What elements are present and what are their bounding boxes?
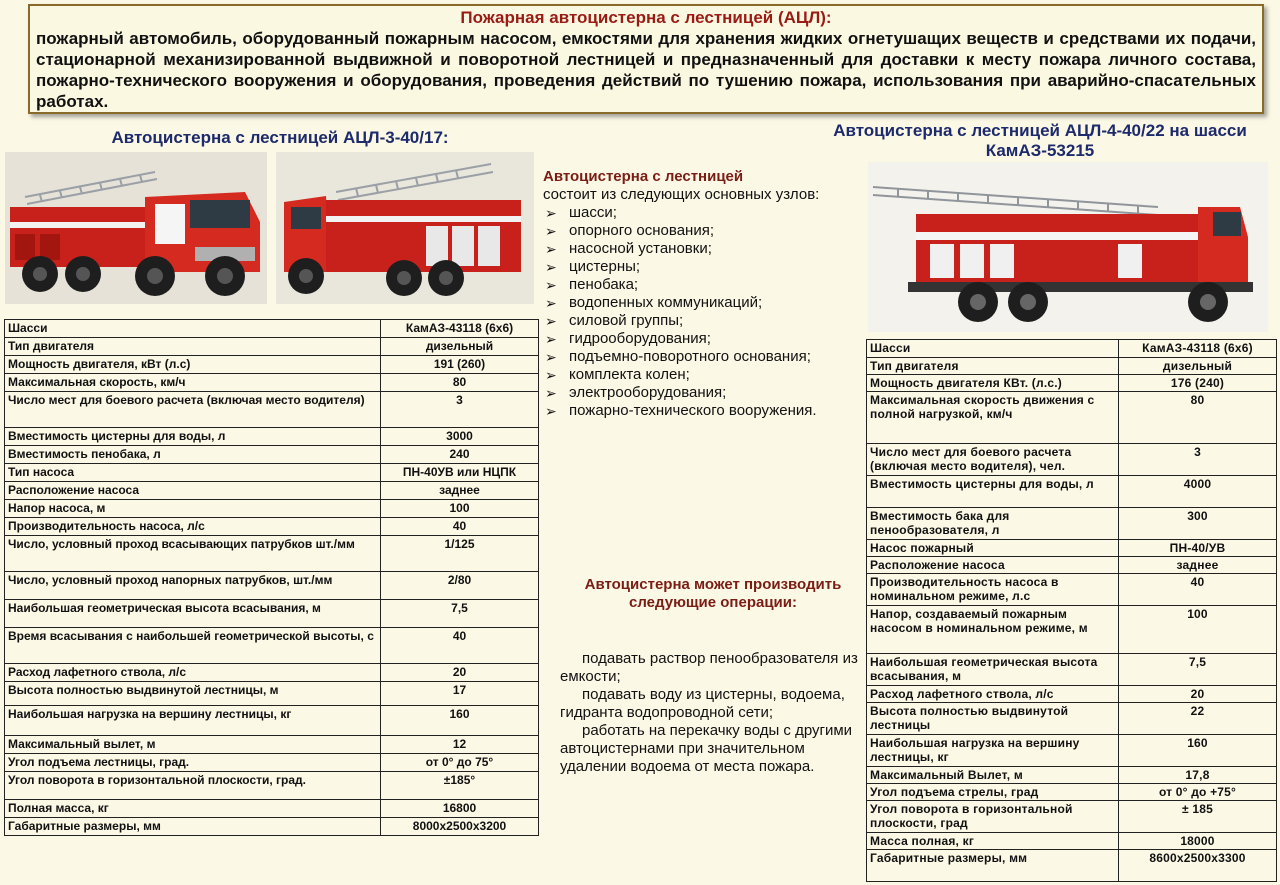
- spec-label: Вместимость цистерны для воды, л: [5, 428, 381, 446]
- unit-text: комплекта колен;: [569, 366, 690, 383]
- spec-value: 100: [1119, 606, 1277, 654]
- spec-row: [5, 500, 539, 518]
- right-specs-table: [866, 339, 1277, 882]
- spec-label: Вместимость бака для пенообразователя, л: [867, 508, 1119, 540]
- spec-label: Тип двигателя: [5, 338, 381, 356]
- spec-label: Вместимость пенобака, л: [5, 446, 381, 464]
- spec-value: 191 (260): [381, 356, 539, 374]
- arrow-bullet-icon: ➢: [545, 349, 557, 365]
- spec-label: Производительность насоса в номинальном режиме, л.с: [867, 574, 1119, 606]
- spec-row: [867, 557, 1277, 574]
- spec-row: [5, 536, 539, 572]
- unit-text: насосной установки;: [569, 240, 712, 257]
- spec-row: [867, 540, 1277, 557]
- spec-value: 3: [381, 392, 539, 428]
- spec-label: Высота полностью выдвинутой лестницы, м: [5, 682, 381, 706]
- units-intro: состоит из следующих основных узлов:: [543, 186, 820, 203]
- spec-value: 300: [1119, 508, 1277, 540]
- units-list: [543, 204, 833, 420]
- operations-title: Автоцистерна может производить следующие операции:: [584, 576, 842, 611]
- spec-value: 18000: [1119, 833, 1277, 850]
- unit-text: пожарно-технического вооружения.: [569, 402, 817, 419]
- spec-value: 17: [381, 682, 539, 706]
- spec-label: Максимальная скорость движения с полной нагрузкой, км/ч: [867, 392, 1119, 444]
- spec-value: заднее: [381, 482, 539, 500]
- unit-text: гидрооборудования;: [569, 330, 711, 347]
- spec-row: [5, 736, 539, 754]
- spec-value: 80: [381, 374, 539, 392]
- spec-label: Число, условный проход всасывающих патрубков шт./мм: [5, 536, 381, 572]
- spec-label: Габаритные размеры, мм: [5, 818, 381, 836]
- spec-label: Наибольшая нагрузка на вершину лестницы, кг: [867, 735, 1119, 767]
- unit-text: шасси;: [569, 204, 617, 221]
- spec-value: 4000: [1119, 476, 1277, 508]
- unit-item: [543, 240, 833, 258]
- spec-value: 2/80: [381, 572, 539, 600]
- spec-value: ±185°: [381, 772, 539, 800]
- spec-row: [5, 392, 539, 428]
- unit-text: электрооборудования;: [569, 384, 727, 401]
- spec-value: 100: [381, 500, 539, 518]
- spec-label: Масса полная, кг: [867, 833, 1119, 850]
- spec-label: Мощность двигателя, кВт (л.с): [5, 356, 381, 374]
- arrow-bullet-icon: ➢: [545, 277, 557, 293]
- spec-label: Вместимость цистерны для воды, л: [867, 476, 1119, 508]
- spec-row: [867, 686, 1277, 703]
- spec-label: Угол подъема стрелы, град: [867, 784, 1119, 801]
- spec-value: 160: [1119, 735, 1277, 767]
- operation-item: подавать раствор пенообразователя из емкости;: [560, 650, 858, 685]
- unit-text: водопенных коммуникаций;: [569, 294, 763, 311]
- units-block: [543, 168, 833, 420]
- spec-value: 20: [1119, 686, 1277, 703]
- spec-value: 1/125: [381, 536, 539, 572]
- spec-label: Максимальный вылет, м: [5, 736, 381, 754]
- unit-item: [543, 366, 833, 384]
- spec-value: ПН-40/УВ: [1119, 540, 1277, 557]
- arrow-bullet-icon: ➢: [545, 259, 557, 275]
- spec-label: Габаритные размеры, мм: [867, 850, 1119, 882]
- spec-row: [5, 356, 539, 374]
- spec-row: [867, 703, 1277, 735]
- spec-label: Угол поворота в горизонтальной плоскости, град: [867, 801, 1119, 833]
- spec-row: [867, 375, 1277, 392]
- spec-value: ± 185: [1119, 801, 1277, 833]
- spec-row: [5, 572, 539, 600]
- spec-value: 40: [1119, 574, 1277, 606]
- definition-box: [28, 4, 1264, 114]
- spec-label: Угол поворота в горизонтальной плоскости, град.: [5, 772, 381, 800]
- spec-label: Тип насоса: [5, 464, 381, 482]
- right-truck-title: Автоцистерна с лестницей АЦЛ-4-40/22 на шасси КамАЗ-53215: [833, 121, 1247, 160]
- arrow-bullet-icon: ➢: [545, 295, 557, 311]
- arrow-bullet-icon: ➢: [545, 385, 557, 401]
- spec-row: [867, 574, 1277, 606]
- spec-value: 7,5: [381, 600, 539, 628]
- unit-text: пенобака;: [569, 276, 639, 293]
- spec-label: Шасси: [867, 340, 1119, 358]
- spec-row: [867, 833, 1277, 850]
- operations-list: [560, 650, 860, 776]
- spec-value: 12: [381, 736, 539, 754]
- spec-row: [867, 340, 1277, 358]
- truck-photo-front: [5, 152, 267, 304]
- spec-label: Число мест для боевого расчета (включая место водителя): [5, 392, 381, 428]
- spec-label: Максимальная скорость, км/ч: [5, 374, 381, 392]
- spec-row: [5, 518, 539, 536]
- units-title: Автоцистерна с лестницей: [543, 168, 744, 185]
- spec-value: 160: [381, 706, 539, 736]
- spec-label: Наибольшая геометрическая высота всасывания, м: [5, 600, 381, 628]
- spec-row: [5, 800, 539, 818]
- spec-label: Производительность насоса, л/с: [5, 518, 381, 536]
- truck-photo-right: [868, 162, 1268, 332]
- spec-row: [867, 392, 1277, 444]
- spec-value: КамАЗ-43118 (6х6): [1119, 340, 1277, 358]
- spec-row: [867, 358, 1277, 375]
- spec-row: [867, 735, 1277, 767]
- spec-row: [5, 482, 539, 500]
- spec-row: [867, 476, 1277, 508]
- spec-row: [5, 818, 539, 836]
- spec-row: [867, 444, 1277, 476]
- spec-row: [867, 850, 1277, 882]
- spec-value: от 0° до +75°: [1119, 784, 1277, 801]
- spec-row: [5, 754, 539, 772]
- spec-row: [5, 628, 539, 664]
- spec-row: [867, 508, 1277, 540]
- left-specs-table: [4, 319, 539, 836]
- spec-label: Максимальный Вылет, м: [867, 767, 1119, 784]
- unit-item: [543, 402, 833, 420]
- arrow-bullet-icon: ➢: [545, 403, 557, 419]
- spec-value: КамАЗ-43118 (6х6): [381, 320, 539, 338]
- unit-text: опорного основания;: [569, 222, 714, 239]
- spec-value: дизельный: [1119, 358, 1277, 375]
- spec-row: [867, 606, 1277, 654]
- spec-row: [5, 446, 539, 464]
- spec-label: Насос пожарный: [867, 540, 1119, 557]
- arrow-bullet-icon: ➢: [545, 331, 557, 347]
- spec-label: Расход лафетного ствола, л/с: [5, 664, 381, 682]
- spec-label: Расположение насоса: [867, 557, 1119, 574]
- spec-label: Число, условный проход напорных патрубков, шт./мм: [5, 572, 381, 600]
- spec-row: [5, 706, 539, 736]
- spec-label: Полная масса, кг: [5, 800, 381, 818]
- unit-text: цистерны;: [569, 258, 641, 275]
- spec-label: Число мест для боевого расчета (включая место водителя), чел.: [867, 444, 1119, 476]
- spec-label: Тип двигателя: [867, 358, 1119, 375]
- arrow-bullet-icon: ➢: [545, 313, 557, 329]
- arrow-bullet-icon: ➢: [545, 241, 557, 257]
- arrow-bullet-icon: ➢: [545, 367, 557, 383]
- unit-item: [543, 384, 833, 402]
- spec-value: ПН-40УВ или НЦПК: [381, 464, 539, 482]
- definition-title: Пожарная автоцистерна с лестницей (АЦЛ):: [460, 8, 832, 27]
- spec-row: [5, 600, 539, 628]
- spec-value: от 0° до 75°: [381, 754, 539, 772]
- spec-value: 240: [381, 446, 539, 464]
- spec-row: [5, 338, 539, 356]
- spec-label: Наибольшая геометрическая высота всасывания, м: [867, 654, 1119, 686]
- spec-value: 3: [1119, 444, 1277, 476]
- spec-label: Расход лафетного ствола, л/с: [867, 686, 1119, 703]
- spec-label: Шасси: [5, 320, 381, 338]
- unit-item: [543, 330, 833, 348]
- spec-row: [867, 784, 1277, 801]
- spec-row: [5, 772, 539, 800]
- spec-value: 8000х2500х3200: [381, 818, 539, 836]
- unit-item: [543, 258, 833, 276]
- spec-label: Напор, создаваемый пожарным насосом в номинальном режиме, м: [867, 606, 1119, 654]
- spec-label: Высота полностью выдвинутой лестницы: [867, 703, 1119, 735]
- unit-text: подъемно-поворотного основания;: [569, 348, 811, 365]
- unit-item: [543, 294, 833, 312]
- spec-value: 40: [381, 518, 539, 536]
- spec-value: 16800: [381, 800, 539, 818]
- spec-label: Наибольшая нагрузка на вершину лестницы, кг: [5, 706, 381, 736]
- spec-value: 40: [381, 628, 539, 664]
- spec-label: Мощность двигателя КВт. (л.с.): [867, 375, 1119, 392]
- operation-item: работать на перекачку воды с другими автоцистернами при значительном удалении водоема от места пожара.: [560, 722, 853, 775]
- arrow-bullet-icon: ➢: [545, 205, 557, 221]
- spec-row: [5, 682, 539, 706]
- spec-value: 20: [381, 664, 539, 682]
- spec-value: заднее: [1119, 557, 1277, 574]
- spec-row: [867, 654, 1277, 686]
- arrow-bullet-icon: ➢: [545, 223, 557, 239]
- spec-value: 80: [1119, 392, 1277, 444]
- spec-value: 176 (240): [1119, 375, 1277, 392]
- spec-row: [5, 428, 539, 446]
- left-truck-title: Автоцистерна с лестницей АЦЛ-3-40/17:: [111, 128, 449, 147]
- spec-row: [5, 320, 539, 338]
- unit-text: силовой группы;: [569, 312, 684, 329]
- operation-item: подавать воду из цистерны, водоема, гидранта водопроводной сети;: [560, 686, 845, 721]
- unit-item: [543, 348, 833, 366]
- spec-row: [867, 767, 1277, 784]
- spec-label: Напор насоса, м: [5, 500, 381, 518]
- unit-item: [543, 312, 833, 330]
- spec-value: 7,5: [1119, 654, 1277, 686]
- spec-value: 8600х2500х3300: [1119, 850, 1277, 882]
- spec-value: 22: [1119, 703, 1277, 735]
- spec-value: 17,8: [1119, 767, 1277, 784]
- spec-row: [867, 801, 1277, 833]
- spec-value: дизельный: [381, 338, 539, 356]
- spec-label: Время всасывания с наибольшей геометрической высоты, с: [5, 628, 381, 664]
- unit-item: [543, 276, 833, 294]
- spec-label: Расположение насоса: [5, 482, 381, 500]
- unit-item: [543, 222, 833, 240]
- spec-value: 3000: [381, 428, 539, 446]
- spec-row: [5, 464, 539, 482]
- definition-text: пожарный автомобиль, оборудованный пожарным насосом, емкостями для хранения жидких огнетушащих веществ и средствами их подачи, стационарной механизированной выдвижной и поворотной лестницей и предназначенный для доставки к месту пожара личного состава, пожарно-технического вооружения и оборудования, проведения действий по тушению пожара, использования при аварийно-спасательных работах.: [36, 29, 1256, 111]
- spec-row: [5, 374, 539, 392]
- unit-item: [543, 204, 833, 222]
- truck-photo-rear: [276, 152, 534, 304]
- spec-label: Угол подъема лестницы, град.: [5, 754, 381, 772]
- spec-row: [5, 664, 539, 682]
